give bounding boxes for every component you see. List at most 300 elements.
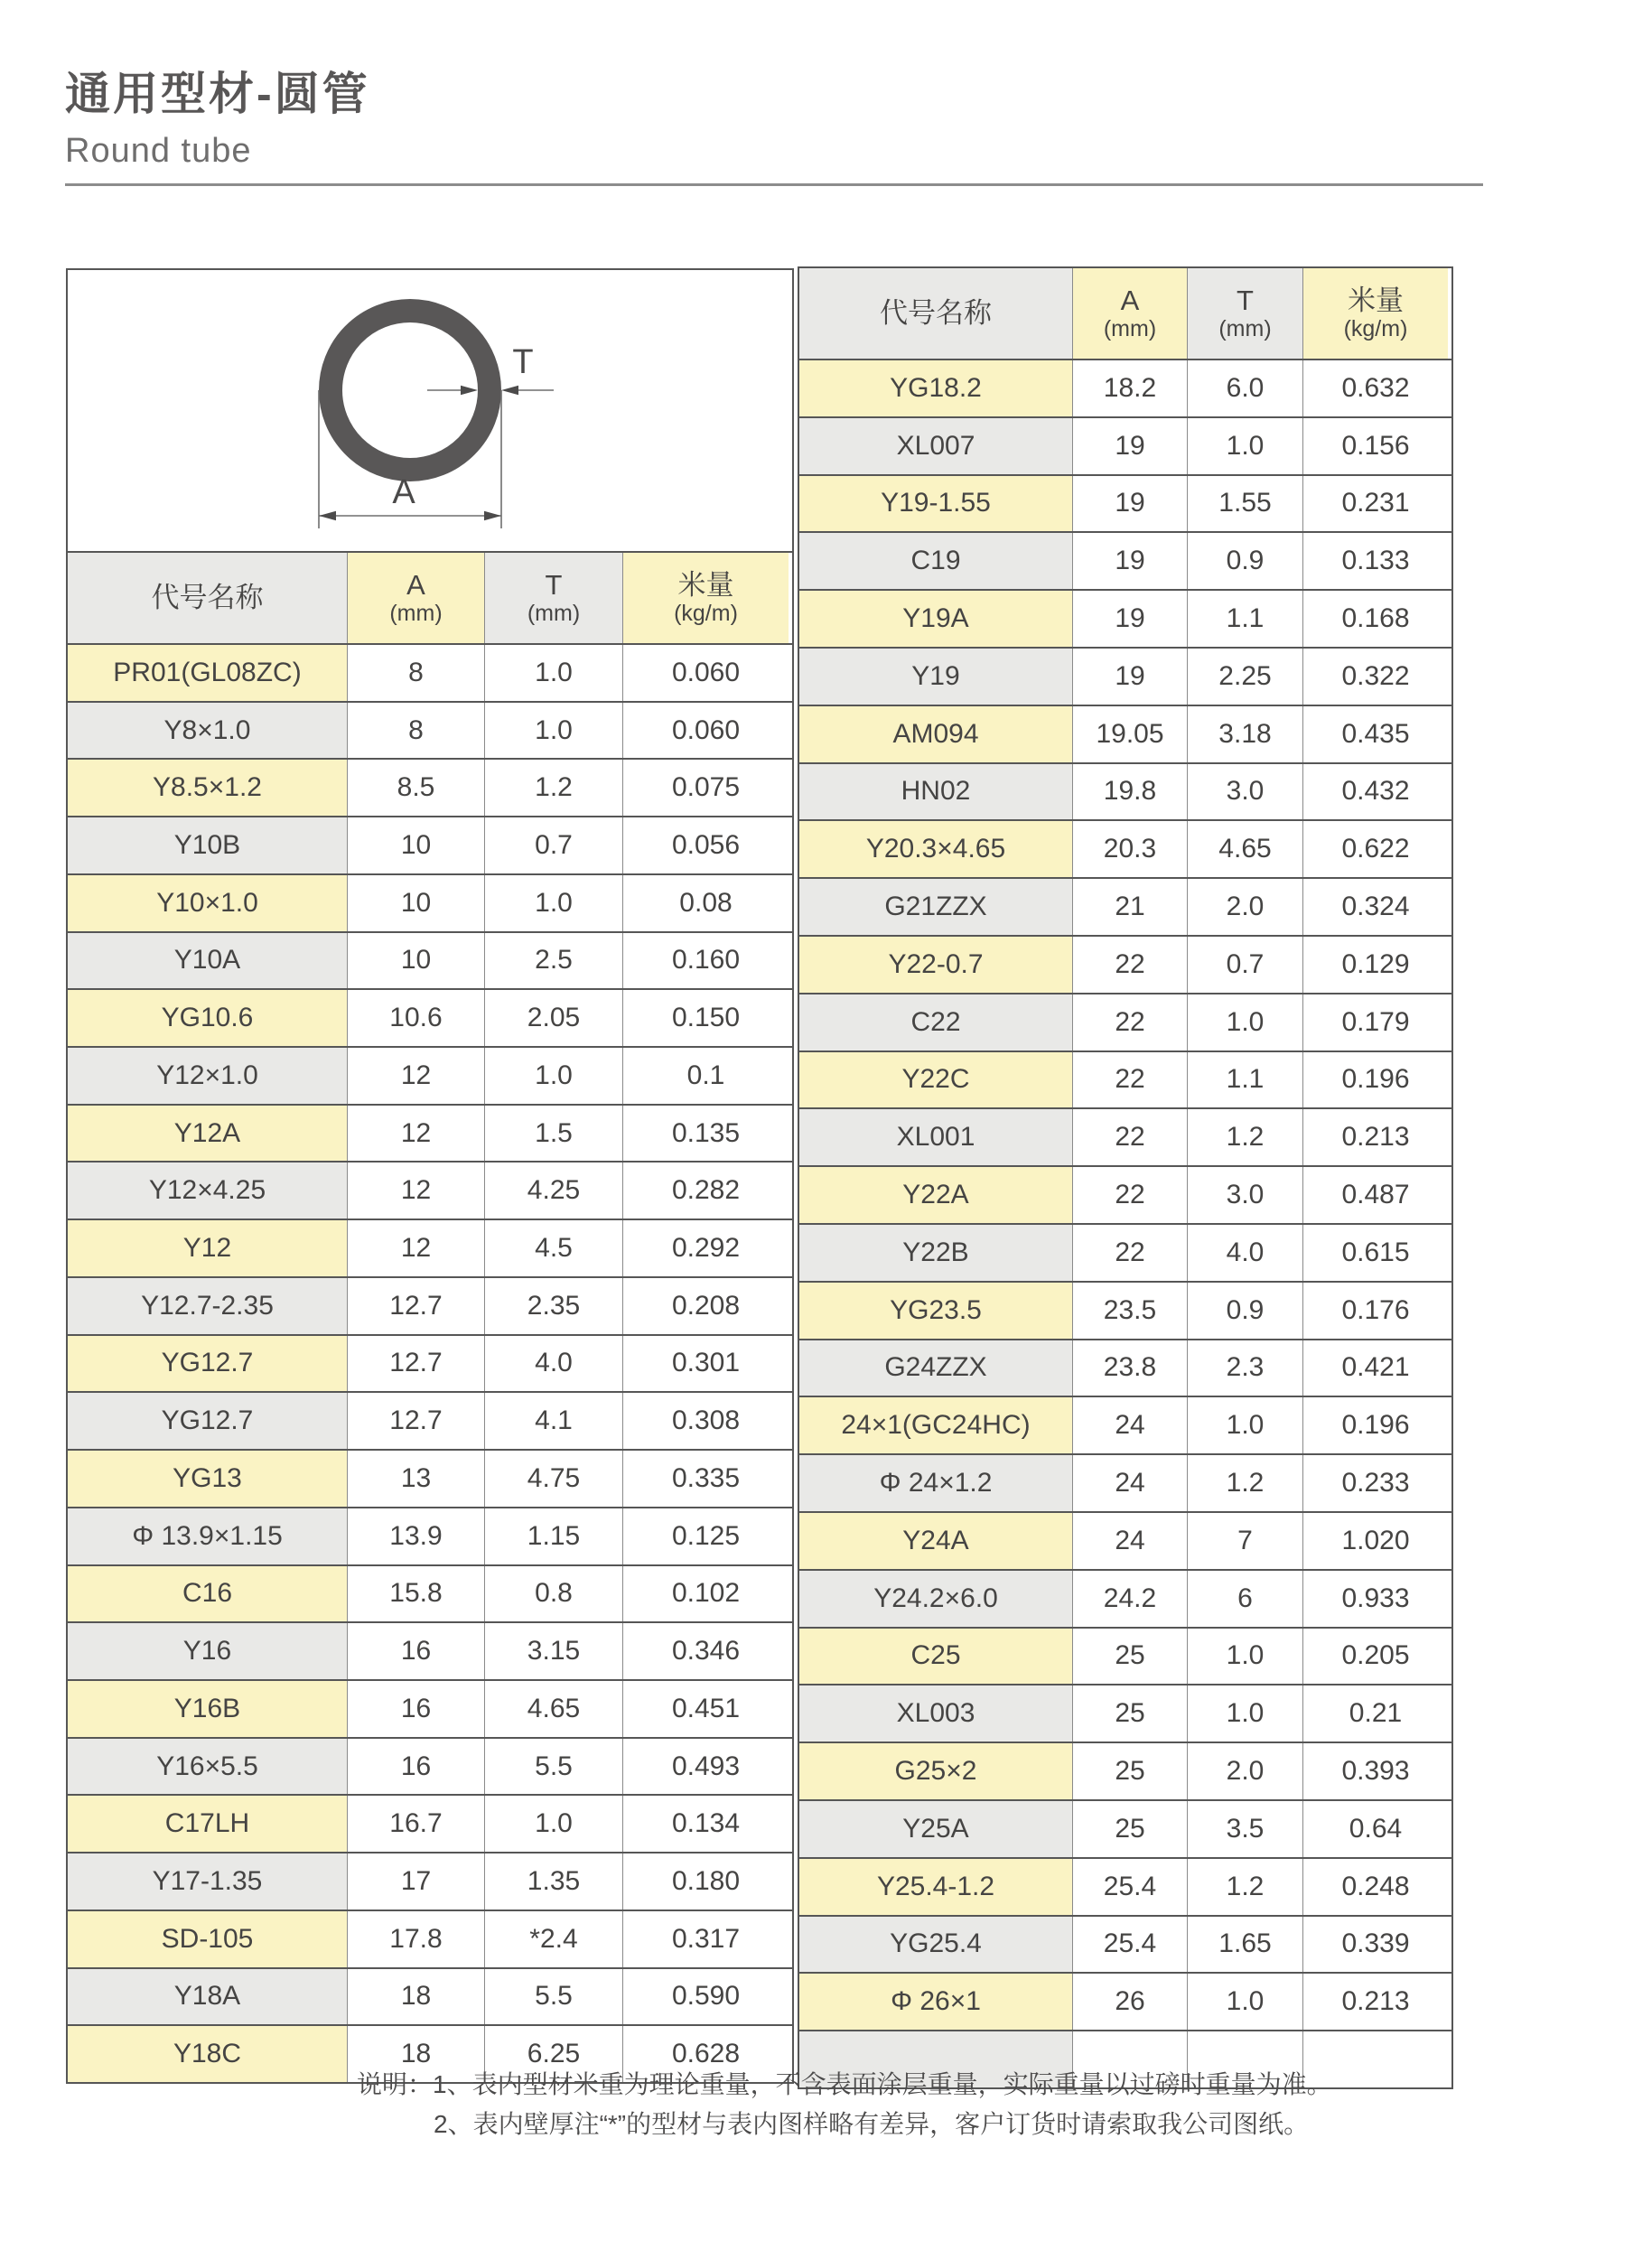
table-row — [68, 1852, 792, 1910]
header-cell-meter-weight — [1302, 268, 1448, 359]
table-row — [68, 1219, 792, 1276]
table-row — [68, 816, 792, 873]
table-row — [68, 758, 792, 816]
profile-code-cell: Y22C — [799, 1052, 1072, 1108]
table-row — [799, 474, 1451, 532]
value-cell: 24 — [1072, 1397, 1187, 1453]
value-cell: 0.248 — [1302, 1859, 1448, 1915]
value-cell: 0.125 — [622, 1508, 789, 1564]
profile-code-cell: AM094 — [799, 706, 1072, 762]
value-cell: 0.317 — [622, 1911, 789, 1967]
value-cell: 1.1 — [1187, 591, 1302, 647]
value-cell: 24 — [1072, 1513, 1187, 1569]
value-cell: 1.0 — [484, 1048, 622, 1104]
round-tube-table-left — [66, 268, 794, 2084]
profile-code-cell: Y10A — [68, 933, 347, 989]
profile-code-cell: YG12.7 — [68, 1336, 347, 1392]
value-cell: 10 — [347, 933, 484, 989]
profile-code-cell: SD-105 — [68, 1911, 347, 1967]
value-cell: 1.35 — [484, 1853, 622, 1910]
profile-code-cell: C16 — [68, 1566, 347, 1622]
value-cell: 19 — [1072, 591, 1187, 647]
value-cell: 16 — [347, 1681, 484, 1737]
value-cell: 26 — [1072, 1974, 1187, 2030]
value-cell: 0.213 — [1302, 1109, 1448, 1165]
table-row — [799, 1339, 1451, 1396]
value-cell: 21 — [1072, 879, 1187, 935]
value-cell: 3.18 — [1187, 706, 1302, 762]
profile-code-cell: Y12 — [68, 1220, 347, 1276]
value-cell: 6.0 — [1187, 360, 1302, 416]
table-row — [799, 1281, 1451, 1339]
value-cell: 16 — [347, 1739, 484, 1795]
value-cell: 0.7 — [484, 817, 622, 873]
value-cell: 0.622 — [1302, 821, 1448, 877]
value-cell: 0.8 — [484, 1566, 622, 1622]
header-meter-weight-unit: (kg/m) — [674, 601, 738, 627]
profile-code-cell: Y12×1.0 — [68, 1048, 347, 1104]
table-row — [799, 993, 1451, 1050]
profile-code-cell: Y18A — [68, 1969, 347, 2025]
profile-code-cell: YG13 — [68, 1451, 347, 1507]
profile-code-cell: Y8×1.0 — [68, 703, 347, 759]
value-cell: 3.0 — [1187, 764, 1302, 820]
value-cell: 0.208 — [622, 1278, 789, 1334]
profile-code-cell: Φ 13.9×1.15 — [68, 1508, 347, 1564]
table-row — [68, 1679, 792, 1737]
value-cell: 0.9 — [1187, 1283, 1302, 1339]
value-cell: 0.176 — [1302, 1283, 1448, 1339]
header-t-unit: (mm) — [527, 601, 581, 627]
value-cell: 0.196 — [1302, 1397, 1448, 1453]
footnote-line-2: 2、表内壁厚注“*”的型材与表内图样略有差异，客户订货时请索取我公司图纸。 — [434, 2110, 1310, 2138]
value-cell: 2.0 — [1187, 879, 1302, 935]
header-a-unit: (mm) — [1103, 316, 1157, 342]
table-row — [799, 589, 1451, 647]
table-row — [68, 873, 792, 931]
header-meter-weight-label: 米量 — [1348, 284, 1404, 316]
table-row — [799, 1972, 1451, 2030]
value-cell: 18 — [347, 1969, 484, 2025]
table-row — [799, 1107, 1451, 1165]
profile-code-cell: Y17-1.35 — [68, 1853, 347, 1910]
value-cell: 4.65 — [484, 1681, 622, 1737]
profile-code-cell: C25 — [799, 1629, 1072, 1685]
profile-code-cell: Y22B — [799, 1225, 1072, 1281]
value-cell: 10 — [347, 875, 484, 931]
table-row — [68, 1391, 792, 1449]
table-row — [68, 988, 792, 1046]
profile-code-cell: G25×2 — [799, 1743, 1072, 1799]
value-cell: 4.1 — [484, 1393, 622, 1449]
profile-code-cell: YG12.7 — [68, 1393, 347, 1449]
value-cell: 0.933 — [1302, 1571, 1448, 1627]
value-cell: 22 — [1072, 1052, 1187, 1108]
value-cell: 0.421 — [1302, 1340, 1448, 1396]
table-row — [799, 647, 1451, 705]
table-row — [799, 1050, 1451, 1108]
value-cell: 0.060 — [622, 645, 789, 701]
value-cell: 16 — [347, 1623, 484, 1679]
profile-code-cell: Y19 — [799, 649, 1072, 705]
value-cell: 10 — [347, 817, 484, 873]
header-cell-name — [799, 268, 1072, 359]
value-cell: 22 — [1072, 994, 1187, 1050]
value-cell: 4.0 — [484, 1336, 622, 1392]
profile-code-cell: G21ZZX — [799, 879, 1072, 935]
value-cell: 19.8 — [1072, 764, 1187, 820]
header-cell-a — [1072, 268, 1187, 359]
table-row — [799, 877, 1451, 935]
value-cell: 3.0 — [1187, 1167, 1302, 1223]
page-subtitle: Round tube — [65, 132, 252, 170]
value-cell: 0.487 — [1302, 1167, 1448, 1223]
header-t-label: T — [545, 568, 563, 601]
value-cell: 1.0 — [1187, 1397, 1302, 1453]
profile-code-cell: G24ZZX — [799, 1340, 1072, 1396]
header-a-unit: (mm) — [389, 601, 443, 627]
profile-code-cell: Y10×1.0 — [68, 875, 347, 931]
table-row — [799, 416, 1451, 474]
value-cell: 25 — [1072, 1801, 1187, 1857]
diagram-label-a: A — [392, 473, 415, 511]
value-cell: 0.308 — [622, 1393, 789, 1449]
table-row — [799, 1741, 1451, 1799]
profile-code-cell: Y24A — [799, 1513, 1072, 1569]
profile-code-cell: Y8.5×1.2 — [68, 760, 347, 816]
value-cell: 0.150 — [622, 990, 789, 1046]
table-row — [68, 1046, 792, 1104]
profile-code-cell: Y22A — [799, 1167, 1072, 1223]
value-cell: 19 — [1072, 418, 1187, 474]
table-row — [68, 701, 792, 759]
value-cell: 0.168 — [1302, 591, 1448, 647]
table-row — [68, 1621, 792, 1679]
value-cell: 0.628 — [622, 2026, 789, 2082]
table-row — [799, 531, 1451, 589]
value-cell: 2.25 — [1187, 649, 1302, 705]
value-cell: 10.6 — [347, 990, 484, 1046]
value-cell: 1.5 — [484, 1106, 622, 1162]
value-cell: 19 — [1072, 649, 1187, 705]
table-row — [68, 1334, 792, 1392]
value-cell: 6.25 — [484, 2026, 622, 2082]
profile-code-cell: HN02 — [799, 764, 1072, 820]
value-cell: 0.432 — [1302, 764, 1448, 820]
page-title: 通用型材-圆管 — [65, 69, 370, 119]
value-cell: 12 — [347, 1163, 484, 1219]
left-table-header — [68, 551, 792, 643]
profile-code-cell: Φ 24×1.2 — [799, 1455, 1072, 1511]
table-row — [799, 1453, 1451, 1511]
profile-code-cell: YG25.4 — [799, 1917, 1072, 1973]
value-cell: 2.35 — [484, 1278, 622, 1334]
value-cell: 23.5 — [1072, 1283, 1187, 1339]
value-cell: 1.0 — [1187, 1974, 1302, 2030]
value-cell: 1.2 — [1187, 1859, 1302, 1915]
value-cell: 22 — [1072, 937, 1187, 993]
value-cell: 0.292 — [622, 1220, 789, 1276]
table-row — [68, 1737, 792, 1795]
profile-code-cell: Y24.2×6.0 — [799, 1571, 1072, 1627]
value-cell: 0.205 — [1302, 1629, 1448, 1685]
value-cell: 5.5 — [484, 1969, 622, 2025]
value-cell: 0.156 — [1302, 418, 1448, 474]
value-cell: 25.4 — [1072, 1917, 1187, 1973]
profile-code-cell: Y10B — [68, 817, 347, 873]
round-tube-cross-section-diagram — [68, 270, 789, 551]
table-row — [68, 1910, 792, 1967]
header-cell-t — [484, 553, 622, 643]
profile-code-cell: Φ 26×1 — [799, 1974, 1072, 2030]
header-name-label: 代号名称 — [151, 581, 264, 613]
profile-code-cell: Y12×4.25 — [68, 1163, 347, 1219]
table-row — [799, 705, 1451, 762]
value-cell: 6 — [1187, 1571, 1302, 1627]
value-cell: 0.075 — [622, 760, 789, 816]
profile-code-cell: Y18C — [68, 2026, 347, 2082]
table-row — [799, 1511, 1451, 1569]
header-t-unit: (mm) — [1218, 316, 1272, 342]
value-cell: 1.15 — [484, 1508, 622, 1564]
header-a-label: A — [1120, 284, 1140, 316]
profile-code-cell: Y12.7-2.35 — [68, 1278, 347, 1334]
profile-code-cell: Y12A — [68, 1106, 347, 1162]
value-cell: 22 — [1072, 1225, 1187, 1281]
profile-code-cell: C19 — [799, 533, 1072, 589]
value-cell: 0.493 — [622, 1739, 789, 1795]
value-cell: 0.451 — [622, 1681, 789, 1737]
profile-code-cell: Y25A — [799, 1801, 1072, 1857]
value-cell: 0.590 — [622, 1969, 789, 2025]
table-row — [68, 931, 792, 989]
table-row — [68, 1104, 792, 1162]
value-cell: 0.056 — [622, 817, 789, 873]
value-cell: 8.5 — [347, 760, 484, 816]
profile-code-cell: Y22-0.7 — [799, 937, 1072, 993]
value-cell: 2.0 — [1187, 1743, 1302, 1799]
value-cell: 0.322 — [1302, 649, 1448, 705]
value-cell: 25 — [1072, 1629, 1187, 1685]
header-cell-name — [68, 553, 347, 643]
header-meter-weight-label: 米量 — [677, 568, 734, 601]
value-cell: 1.65 — [1187, 1917, 1302, 1973]
value-cell: 1.0 — [1187, 994, 1302, 1050]
profile-code-cell: Y20.3×4.65 — [799, 821, 1072, 877]
value-cell: 1.0 — [484, 1796, 622, 1852]
value-cell: 0.196 — [1302, 1052, 1448, 1108]
value-cell: 0.133 — [1302, 533, 1448, 589]
value-cell: 0.7 — [1187, 937, 1302, 993]
value-cell: 0.129 — [1302, 937, 1448, 993]
value-cell: 2.5 — [484, 933, 622, 989]
value-cell: 0.282 — [622, 1163, 789, 1219]
table-row — [68, 1794, 792, 1852]
profile-code-cell: Y16 — [68, 1623, 347, 1679]
value-cell: 0.135 — [622, 1106, 789, 1162]
table-row — [68, 1564, 792, 1622]
header-cell-meter-weight — [622, 553, 789, 643]
value-cell: 4.25 — [484, 1163, 622, 1219]
table-row — [799, 935, 1451, 993]
value-cell: 0.435 — [1302, 706, 1448, 762]
value-cell: 0.233 — [1302, 1455, 1448, 1511]
value-cell: 1.0 — [1187, 418, 1302, 474]
header-divider — [65, 183, 1483, 186]
value-cell: 0.180 — [622, 1853, 789, 1910]
value-cell: 1.0 — [484, 875, 622, 931]
value-cell: 2.05 — [484, 990, 622, 1046]
header-cell-a — [347, 553, 484, 643]
header-name-label: 代号名称 — [880, 296, 992, 329]
value-cell: 0.64 — [1302, 1801, 1448, 1857]
value-cell: 0.632 — [1302, 360, 1448, 416]
table-row — [799, 1569, 1451, 1627]
value-cell: 0.301 — [622, 1336, 789, 1392]
value-cell: 4.65 — [1187, 821, 1302, 877]
table-row — [799, 762, 1451, 820]
value-cell: 1.2 — [1187, 1455, 1302, 1511]
profile-code-cell: XL003 — [799, 1685, 1072, 1741]
round-tube-table-right — [798, 266, 1453, 2089]
value-cell: 1.2 — [484, 760, 622, 816]
value-cell: 0.324 — [1302, 879, 1448, 935]
diagram-box — [68, 270, 792, 551]
table-row — [799, 1627, 1451, 1685]
profile-code-cell: XL001 — [799, 1109, 1072, 1165]
header-meter-weight-unit: (kg/m) — [1343, 316, 1408, 342]
profile-code-cell: C17LH — [68, 1796, 347, 1852]
profile-code-cell: YG10.6 — [68, 990, 347, 1046]
header-t-label: T — [1237, 284, 1254, 316]
table-row — [68, 1967, 792, 2025]
value-cell: 4.75 — [484, 1451, 622, 1507]
table-row — [799, 1396, 1451, 1453]
value-cell: 18 — [347, 2026, 484, 2082]
value-cell: 0.102 — [622, 1566, 789, 1622]
table-row — [68, 1507, 792, 1564]
value-cell: 19 — [1072, 533, 1187, 589]
profile-code-cell: Y16B — [68, 1681, 347, 1737]
table-row — [68, 1161, 792, 1219]
value-cell: 1.0 — [484, 703, 622, 759]
value-cell: 20.3 — [1072, 821, 1187, 877]
table-row — [799, 1799, 1451, 1857]
profile-code-cell: Y16×5.5 — [68, 1739, 347, 1795]
footnote-line-1: 说明：1、表内型材米重为理论重量，不含表面涂层重量，实际重量以过磅时重量为准。 — [357, 2070, 1332, 2098]
profile-code-cell: PR01(GL08ZC) — [68, 645, 347, 701]
value-cell: 0.335 — [622, 1451, 789, 1507]
value-cell: 5.5 — [484, 1739, 622, 1795]
value-cell: 3.5 — [1187, 1801, 1302, 1857]
value-cell: 22 — [1072, 1109, 1187, 1165]
profile-code-cell: Y19A — [799, 591, 1072, 647]
value-cell: 12 — [347, 1048, 484, 1104]
value-cell: 1.0 — [484, 645, 622, 701]
value-cell: 12 — [347, 1220, 484, 1276]
value-cell: 0.21 — [1302, 1685, 1448, 1741]
value-cell: 22 — [1072, 1167, 1187, 1223]
value-cell: 1.2 — [1187, 1109, 1302, 1165]
profile-code-cell: XL007 — [799, 418, 1072, 474]
value-cell: 4.5 — [484, 1220, 622, 1276]
right-table-body — [799, 359, 1451, 2087]
value-cell: 7 — [1187, 1513, 1302, 1569]
value-cell: 8 — [347, 703, 484, 759]
value-cell: 0.134 — [622, 1796, 789, 1852]
value-cell: 12.7 — [347, 1393, 484, 1449]
value-cell: 0.231 — [1302, 476, 1448, 532]
profile-code-cell: YG23.5 — [799, 1283, 1072, 1339]
header-cell-t — [1187, 268, 1302, 359]
value-cell: 13 — [347, 1451, 484, 1507]
value-cell: 24.2 — [1072, 1571, 1187, 1627]
value-cell: 1.0 — [1187, 1685, 1302, 1741]
value-cell: 18.2 — [1072, 360, 1187, 416]
value-cell: 4.0 — [1187, 1225, 1302, 1281]
value-cell: 17 — [347, 1853, 484, 1910]
value-cell: 1.0 — [1187, 1629, 1302, 1685]
value-cell: 0.213 — [1302, 1974, 1448, 2030]
value-cell: 13.9 — [347, 1508, 484, 1564]
profile-code-cell: Y19-1.55 — [799, 476, 1072, 532]
value-cell: 0.1 — [622, 1048, 789, 1104]
diagram-label-t: T — [512, 343, 534, 381]
value-cell: 15.8 — [347, 1566, 484, 1622]
profile-code-cell: YG18.2 — [799, 360, 1072, 416]
value-cell: 0.9 — [1187, 533, 1302, 589]
table-row — [799, 819, 1451, 877]
table-row — [799, 359, 1451, 416]
value-cell: 16.7 — [347, 1796, 484, 1852]
value-cell: 1.1 — [1187, 1052, 1302, 1108]
profile-code-cell: C22 — [799, 994, 1072, 1050]
value-cell: 23.8 — [1072, 1340, 1187, 1396]
table-row — [799, 1857, 1451, 1915]
value-cell: 2.3 — [1187, 1340, 1302, 1396]
profile-code-cell: 24×1(GC24HC) — [799, 1397, 1072, 1453]
header-a-label: A — [406, 568, 425, 601]
value-cell: 1.020 — [1302, 1513, 1448, 1569]
value-cell: 0.179 — [1302, 994, 1448, 1050]
value-cell: 12 — [347, 1106, 484, 1162]
value-cell: 8 — [347, 645, 484, 701]
value-cell: 17.8 — [347, 1911, 484, 1967]
value-cell: 12.7 — [347, 1336, 484, 1392]
value-cell: 25 — [1072, 1743, 1187, 1799]
table-row — [68, 643, 792, 701]
footnotes — [357, 2065, 1332, 2144]
table-row — [68, 1449, 792, 1507]
value-cell: 12.7 — [347, 1278, 484, 1334]
value-cell: 3.15 — [484, 1623, 622, 1679]
value-cell: 25 — [1072, 1685, 1187, 1741]
table-row — [799, 1684, 1451, 1741]
value-cell: 0.08 — [622, 875, 789, 931]
value-cell: 19.05 — [1072, 706, 1187, 762]
value-cell: 24 — [1072, 1455, 1187, 1511]
value-cell: 0.346 — [622, 1623, 789, 1679]
table-row — [799, 1223, 1451, 1281]
left-table-body — [68, 643, 792, 2082]
value-cell: 0.060 — [622, 703, 789, 759]
table-row — [68, 1276, 792, 1334]
value-cell: 25.4 — [1072, 1859, 1187, 1915]
value-cell: 0.615 — [1302, 1225, 1448, 1281]
table-row — [799, 1165, 1451, 1223]
value-cell: *2.4 — [484, 1911, 622, 1967]
value-cell: 0.339 — [1302, 1917, 1448, 1973]
